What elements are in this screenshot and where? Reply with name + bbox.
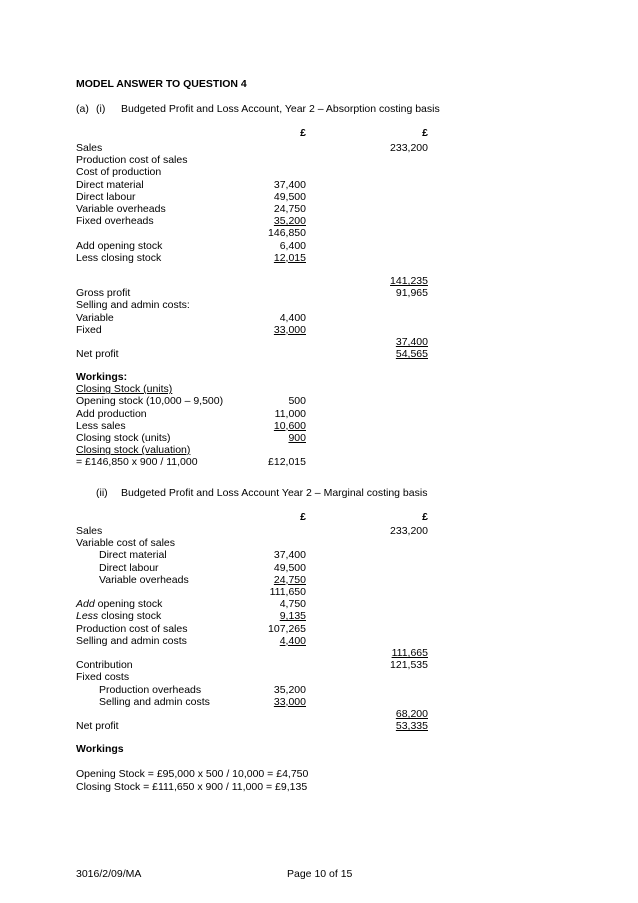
marginal-row-label: Selling and admin costs bbox=[76, 634, 187, 647]
absorption-row-value-col1: 12,015 bbox=[273, 251, 306, 264]
currency-header-col2: £ bbox=[422, 127, 428, 139]
absorption-row-value-col1: 35,200 bbox=[273, 215, 306, 228]
marginal-row-label: Sales bbox=[76, 525, 103, 537]
absorption-row-label: Cost of production bbox=[76, 166, 162, 179]
marginal-row-label: Contribution bbox=[76, 659, 133, 672]
marginal-row-value-col1: 33,000 bbox=[273, 695, 306, 708]
workings1-row-value-col1: 900 bbox=[288, 432, 306, 444]
marginal-row-label: Variable overheads bbox=[99, 573, 189, 586]
currency-header-col1-ii: £ bbox=[300, 511, 306, 523]
workings1-row-value-col1: £12,015 bbox=[268, 456, 306, 469]
marginal-row-value-col1: 111,650 bbox=[269, 586, 306, 598]
part-a-label: (a) bbox=[76, 103, 89, 115]
absorption-row-label: Fixed overheads bbox=[76, 215, 154, 228]
footer-reference: 3016/2/09/MA bbox=[76, 868, 142, 880]
workings1-title: Workings: bbox=[76, 371, 128, 383]
workings1-row-label: Opening stock (10,000 – 9,500) bbox=[76, 395, 224, 408]
marginal-row-label: Net profit bbox=[76, 720, 119, 733]
part-ii-label: (ii) bbox=[96, 487, 108, 499]
workings-closing-stock-line: Closing Stock = £111,650 x 900 / 11,000 = £9,135 bbox=[76, 781, 308, 793]
workings1-row-label: Add production bbox=[76, 407, 147, 420]
marginal-row-label: Direct material bbox=[99, 549, 167, 562]
workings-opening-stock-line: Opening Stock = £95,000 x 500 / 10,000 = £4,750 bbox=[76, 768, 309, 780]
absorption-row-value-col2: 91,965 bbox=[395, 287, 428, 300]
absorption-row-value-col1: 24,750 bbox=[273, 203, 306, 215]
absorption-row-value-col2: 37,400 bbox=[395, 336, 428, 348]
absorption-row-value-col2: 54,565 bbox=[395, 348, 428, 361]
marginal-row-value-col2: 233,200 bbox=[390, 525, 428, 537]
absorption-row-value-col2: 233,200 bbox=[390, 142, 428, 154]
workings1-row-value-col1: 10,600 bbox=[273, 419, 306, 432]
marginal-row-label: Direct labour bbox=[99, 561, 159, 574]
workings1-row-value-col1: 500 bbox=[288, 395, 306, 408]
workings1-row-label: Less sales bbox=[76, 419, 126, 432]
currency-header-col1: £ bbox=[300, 127, 306, 139]
currency-header-col2-ii: £ bbox=[422, 511, 428, 523]
absorption-row-value-col1: 49,500 bbox=[273, 190, 306, 203]
absorption-row-label: Gross profit bbox=[76, 287, 131, 300]
marginal-row-value-col1: 24,750 bbox=[273, 573, 306, 586]
workings1-row-label: Closing Stock (units) bbox=[76, 383, 173, 396]
footer-page-number: Page 10 of 15 bbox=[287, 868, 353, 880]
marginal-row-value-col1: 37,400 bbox=[273, 549, 306, 562]
marginal-row-label: Less closing stock bbox=[76, 610, 162, 623]
marginal-row-label: Variable cost of sales bbox=[76, 537, 176, 550]
marginal-row-value-col1: 49,500 bbox=[273, 561, 306, 574]
marginal-row-value-col2: 111,665 bbox=[391, 647, 428, 659]
absorption-row-label: Production cost of sales bbox=[76, 154, 188, 167]
marginal-row-value-col1: 9,135 bbox=[279, 610, 306, 623]
absorption-row-label: Add opening stock bbox=[76, 239, 163, 252]
absorption-row-value-col2: 141,235 bbox=[390, 275, 428, 287]
absorption-row-label: Net profit bbox=[76, 348, 119, 361]
marginal-title: Budgeted Profit and Loss Account Year 2 – Marginal costing basis bbox=[121, 487, 428, 499]
absorption-row-value-col1: 37,400 bbox=[273, 178, 306, 191]
absorption-row-label: Direct material bbox=[76, 178, 144, 191]
absorption-row-label: Variable bbox=[76, 311, 114, 324]
absorption-row-label: Fixed bbox=[76, 323, 102, 336]
workings1-row-value-col1: 11,000 bbox=[274, 407, 306, 420]
marginal-row-value-col1: 4,400 bbox=[279, 634, 306, 647]
marginal-row-label: Production cost of sales bbox=[76, 622, 188, 635]
marginal-row-label: Fixed costs bbox=[76, 671, 130, 684]
absorption-row-value-col1: 6,400 bbox=[279, 239, 306, 252]
marginal-row-value-col2: 68,200 bbox=[395, 708, 428, 720]
marginal-row-value-col1: 4,750 bbox=[279, 598, 306, 611]
marginal-row-label: Selling and admin costs bbox=[99, 695, 210, 708]
absorption-row-value-col1: 146,850 bbox=[268, 227, 306, 240]
page-heading: MODEL ANSWER TO QUESTION 4 bbox=[76, 78, 247, 90]
workings1-row-label: Closing stock (valuation) bbox=[76, 444, 191, 457]
marginal-row-value-col1: 35,200 bbox=[273, 683, 306, 696]
marginal-row-value-col2: 121,535 bbox=[390, 659, 428, 672]
marginal-row-value-col1: 107,265 bbox=[268, 622, 306, 635]
absorption-row-label: Variable overheads bbox=[76, 203, 166, 215]
workings1-row-label: = £146,850 x 900 / 11,000 bbox=[76, 456, 198, 469]
part-i-label: (i) bbox=[96, 103, 106, 115]
absorption-title: Budgeted Profit and Loss Account, Year 2 – Absorption costing basis bbox=[121, 103, 440, 115]
marginal-row-value-col2: 53,335 bbox=[395, 720, 428, 733]
absorption-row-label: Less closing stock bbox=[76, 251, 162, 264]
workings-title: Workings bbox=[76, 743, 124, 755]
absorption-row-value-col1: 33,000 bbox=[273, 323, 306, 336]
absorption-row-label: Sales bbox=[76, 142, 103, 154]
marginal-row-label: Add opening stock bbox=[76, 598, 163, 611]
absorption-row-label: Direct labour bbox=[76, 190, 136, 203]
absorption-row-label: Selling and admin costs: bbox=[76, 299, 190, 312]
workings1-row-label: Closing stock (units) bbox=[76, 432, 171, 444]
marginal-row-label: Production overheads bbox=[99, 683, 202, 696]
absorption-row-value-col1: 4,400 bbox=[279, 311, 306, 324]
